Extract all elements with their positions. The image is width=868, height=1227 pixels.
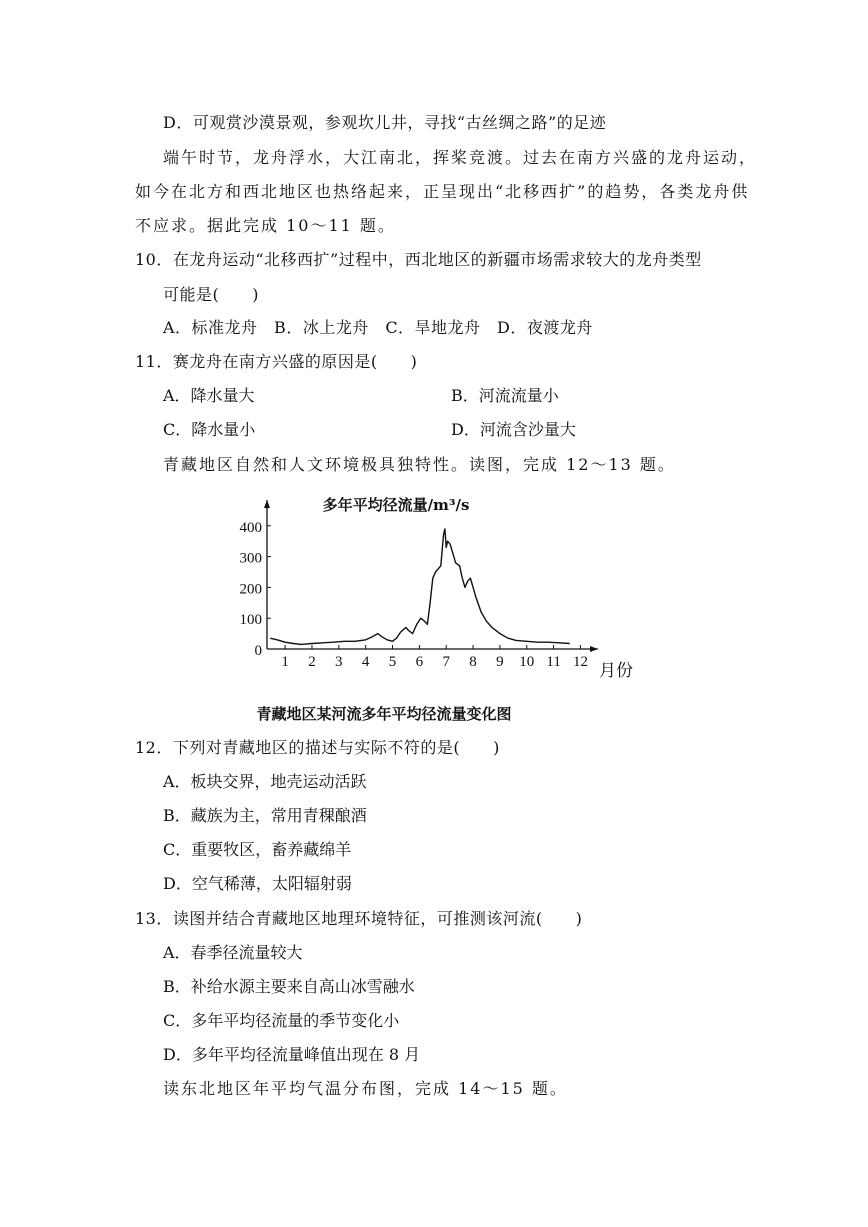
q11-option-d: D．河流含沙量大: [451, 420, 576, 439]
q13-option-a: A．春季径流量较大: [163, 943, 303, 962]
q9-option-d: D．可观赏沙漠景观，参观坎儿井，寻找“古丝绸之路”的足迹: [163, 113, 607, 132]
y-tick-label: 400: [239, 519, 262, 536]
q12-option-d: D．空气稀薄，太阳辐射弱: [163, 874, 352, 893]
x-tick-label: 11: [546, 654, 561, 670]
q11-option-b: B．河流流量小: [451, 386, 559, 405]
passage2: 青藏地区自然和人文环境极具独特性。读图，完成 12～13 题。: [163, 455, 676, 474]
q10-stem-line1: 10．在龙舟运动“北移西扩”过程中，西北地区的新疆市场需求较大的龙舟类型: [135, 250, 702, 269]
q12-option-b: B．藏族为主，常用青稞酿酒: [163, 806, 367, 825]
passage3: 读东北地区年平均气温分布图，完成 14～15 题。: [163, 1079, 568, 1098]
q13-option-c: C．多年平均径流量的季节变化小: [163, 1011, 400, 1030]
x-tick-label: 4: [361, 654, 370, 670]
chart-caption: 青藏地区某河流多年平均径流量变化图: [256, 705, 512, 723]
x-tick-label: 1: [281, 654, 289, 670]
q11-stem: 11．赛龙舟在南方兴盛的原因是( ): [135, 352, 418, 371]
q13-option-d: D．多年平均径流量峰值出现在 8 月: [163, 1045, 421, 1064]
chart-title: 多年平均径流量/m³/s: [322, 496, 470, 514]
y-tick-label: 300: [239, 550, 262, 567]
q13-option-b: B．补给水源主要来自高山冰雪融水: [163, 977, 415, 996]
q11-option-c: C．降水量小: [163, 420, 256, 439]
q12-option-c: C．重要牧区，畜养藏绵羊: [163, 840, 352, 859]
x-tick-label: 5: [388, 654, 397, 670]
x-axis-label: 月份: [599, 661, 633, 681]
q10-options: A．标准龙舟 B．冰上龙舟 C．旱地龙舟 D．夜渡龙舟: [163, 318, 593, 337]
passage1-line3: 不应求。据此完成 10～11 题。: [135, 216, 396, 235]
q10-stem-line2: 可能是( ): [163, 285, 259, 304]
q12-option-a: A．板块交界，地壳运动活跃: [163, 772, 367, 791]
y-tick-label: 200: [239, 581, 262, 598]
q11-option-a: A．降水量大: [163, 386, 255, 405]
x-tick-label: 2: [308, 654, 316, 670]
x-tick-label: 3: [335, 654, 343, 670]
q12-stem: 12．下列对青藏地区的描述与实际不符的是( ): [135, 738, 500, 757]
x-tick-label: 9: [496, 654, 504, 670]
y-axis-arrow: [264, 500, 270, 508]
runoff-series-line: [270, 529, 569, 645]
x-tick-label: 7: [442, 654, 450, 670]
x-axis-arrow: [590, 646, 598, 652]
y-tick-label: 100: [239, 612, 262, 629]
passage1-line2: 如今在北方和西北地区也热络起来，正呈现出“北移西扩”的趋势，各类龙舟供: [135, 182, 750, 201]
x-tick-label: 12: [572, 654, 588, 670]
x-tick-label: 10: [519, 654, 535, 670]
y-tick-label: 0: [254, 643, 262, 659]
q13-stem: 13．读图并结合青藏地区地理环境特征，可推测该河流( ): [135, 909, 583, 928]
x-tick-label: 6: [415, 654, 424, 670]
x-tick-label: 8: [469, 654, 477, 670]
passage1-line1: 端午时节，龙舟浮水，大江南北，挥桨竞渡。过去在南方兴盛的龙舟运动，: [163, 148, 758, 167]
